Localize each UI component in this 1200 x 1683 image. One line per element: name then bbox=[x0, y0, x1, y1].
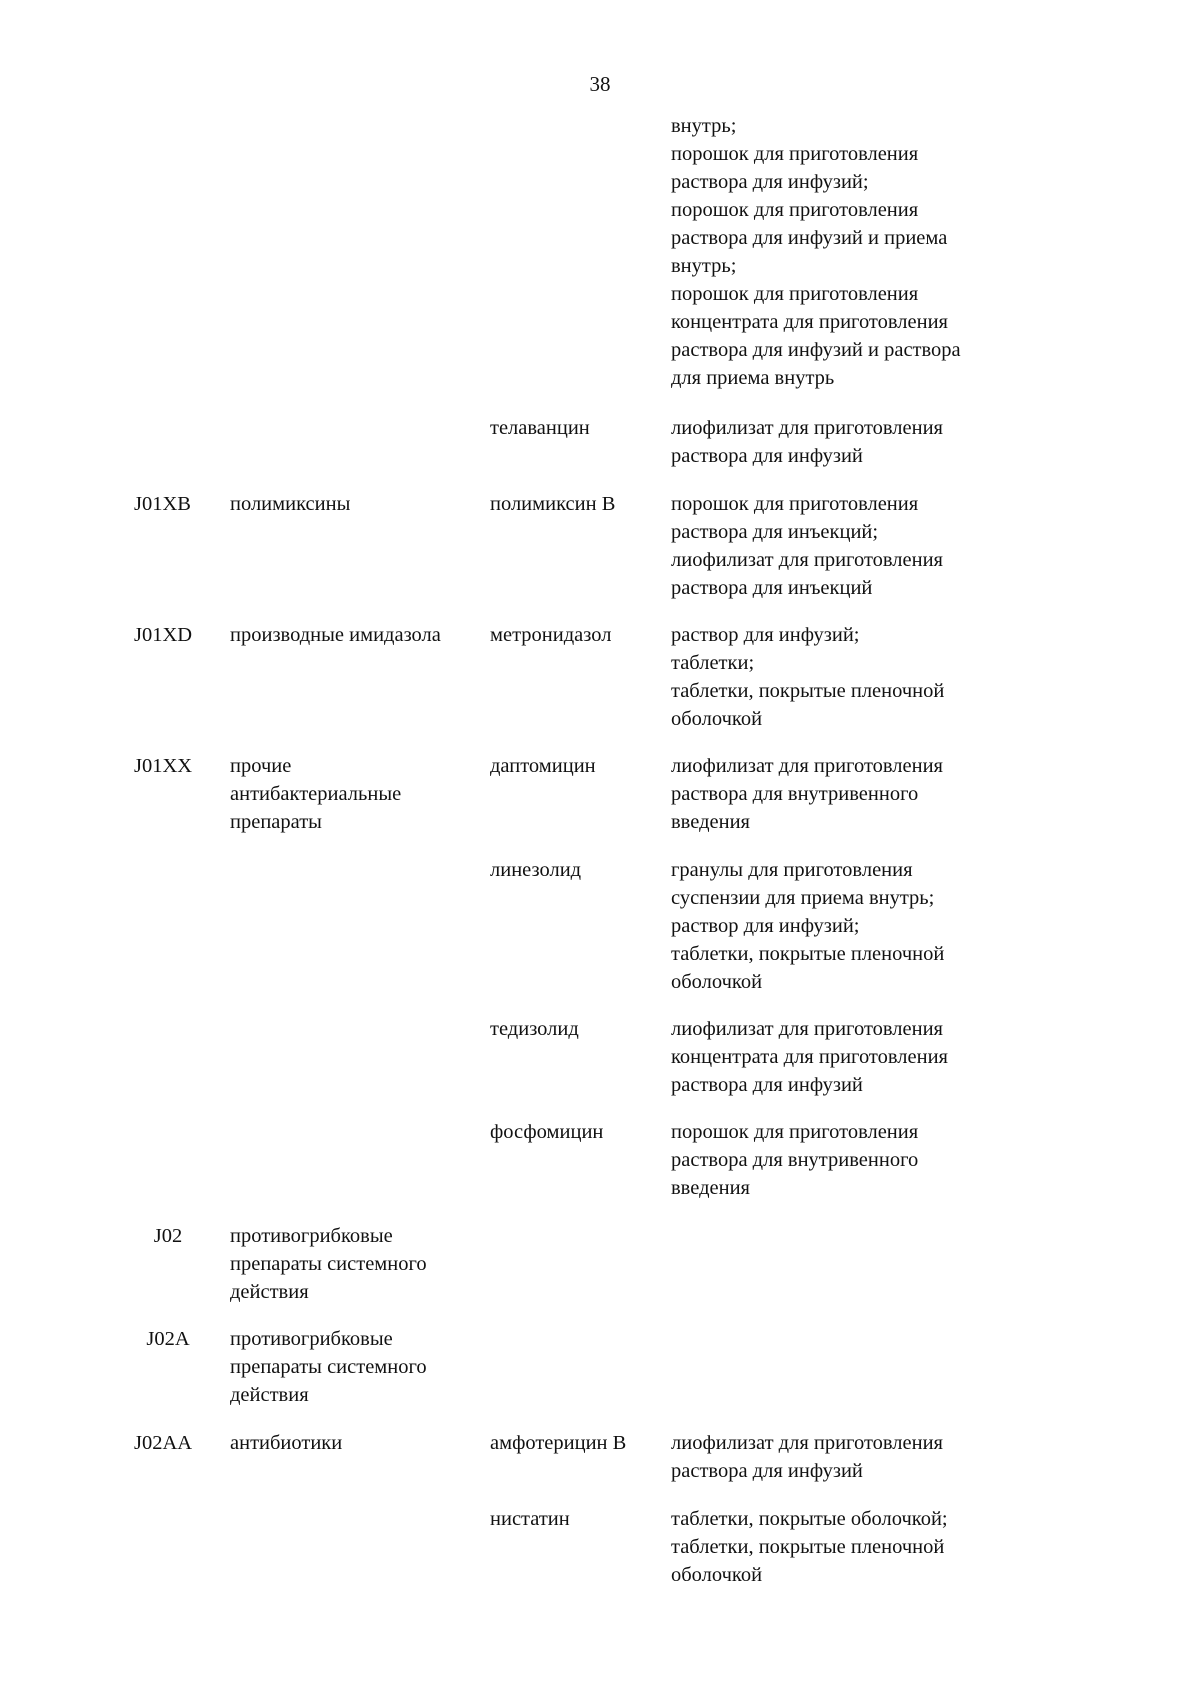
dosage-forms: раствор для инфузий; таблетки; таблетки, покрытые пленочной оболочкой bbox=[671, 624, 945, 730]
pharmacological-group: производные имидазола bbox=[230, 624, 441, 646]
pharmacological-group: противогрибковые препараты системного действия bbox=[230, 1225, 427, 1303]
dosage-forms: порошок для приготовления раствора для внутривенного введения bbox=[671, 1121, 919, 1199]
atc-code: J01XB bbox=[134, 493, 191, 515]
atc-code: J02AA bbox=[134, 1432, 193, 1454]
page-number: 38 bbox=[589, 72, 611, 96]
drug-name: даптомицин bbox=[490, 755, 596, 777]
drug-name: телаванцин bbox=[490, 417, 590, 439]
pharmacological-group: антибиотики bbox=[230, 1432, 343, 1454]
drug-name: нистатин bbox=[490, 1508, 570, 1530]
drug-name: тедизолид bbox=[490, 1018, 579, 1040]
dosage-forms: порошок для приготовления раствора для инъекций; лиофилизат для приготовления раствора для инъекций bbox=[671, 493, 943, 599]
dosage-forms: таблетки, покрытые оболочкой; таблетки, покрытые пленочной оболочкой bbox=[671, 1508, 948, 1586]
dosage-forms: внутрь; порошок для приготовления раствора для инфузий; порошок для приготовления раствора для инфузий и приема внутрь; порошок для приготовления концентрата для приготовления раствора для инфузий и раствора для приема внутрь bbox=[671, 115, 961, 389]
atc-code: J01XX bbox=[134, 755, 193, 777]
drug-name: полимиксин В bbox=[490, 493, 616, 515]
drug-name: амфотерицин В bbox=[490, 1432, 627, 1454]
pharmacological-group: прочие антибактериальные препараты bbox=[230, 755, 402, 833]
dosage-forms: лиофилизат для приготовления раствора для инфузий bbox=[671, 417, 943, 467]
dosage-forms: лиофилизат для приготовления раствора для внутривенного введения bbox=[671, 755, 943, 833]
drug-name: метронидазол bbox=[490, 624, 612, 646]
atc-code: J02A bbox=[146, 1328, 190, 1350]
pharmacological-group: полимиксины bbox=[230, 493, 351, 515]
dosage-forms: лиофилизат для приготовления концентрата для приготовления раствора для инфузий bbox=[671, 1018, 948, 1096]
dosage-forms: гранулы для приготовления суспензии для приема внутрь; раствор для инфузий; таблетки, покрытые пленочной оболочкой bbox=[671, 859, 945, 993]
atc-code: J02 bbox=[153, 1225, 183, 1247]
dosage-forms: лиофилизат для приготовления раствора для инфузий bbox=[671, 1432, 943, 1482]
drug-name: фосфомицин bbox=[490, 1121, 604, 1143]
pharmacological-group: противогрибковые препараты системного действия bbox=[230, 1328, 427, 1406]
drug-name: линезолид bbox=[490, 859, 582, 881]
atc-code: J01XD bbox=[134, 624, 193, 646]
